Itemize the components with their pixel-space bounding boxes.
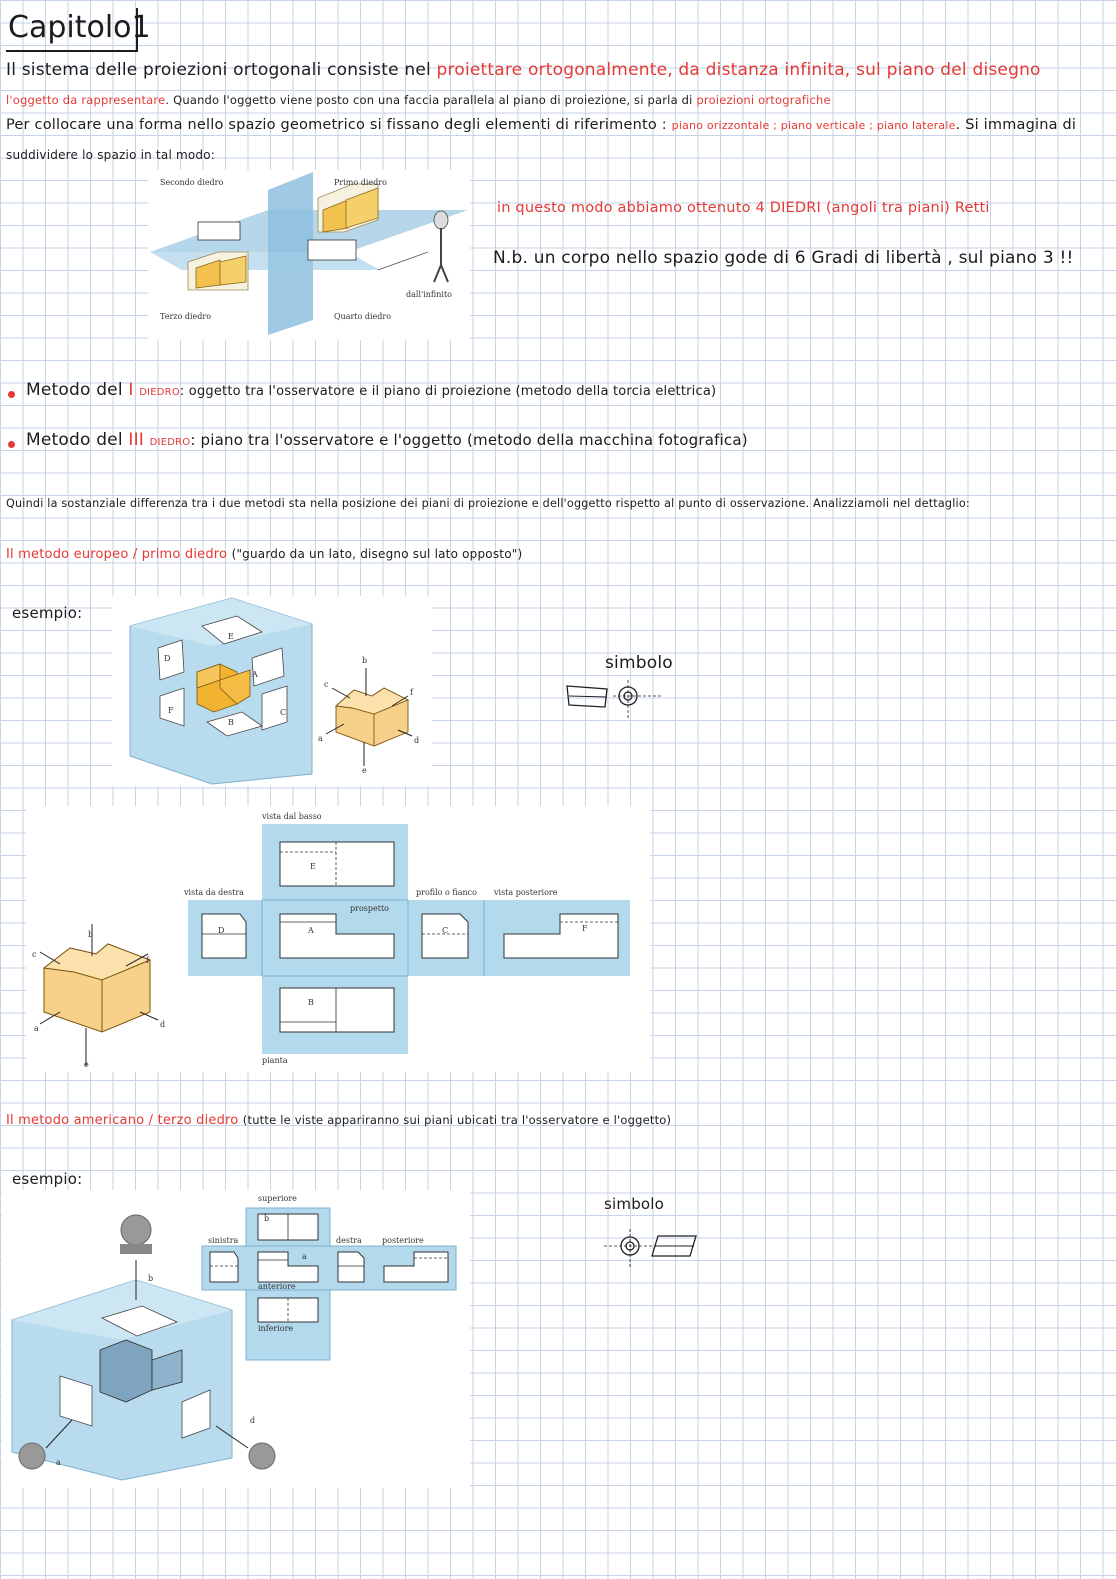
am-cube-letter-d: d	[250, 1416, 256, 1425]
view-label-back: vista posteriore	[494, 888, 558, 897]
european-views-figure	[26, 806, 650, 1072]
am-view-label-right: destra	[336, 1236, 362, 1245]
method-1-prefix: Metodo del	[26, 380, 123, 400]
method-3-tag: DIEDRO	[149, 437, 191, 448]
cube-label-e: E	[228, 632, 234, 641]
piece-label-a: a	[318, 734, 323, 743]
view-letter-e: E	[310, 862, 316, 871]
method-3-numeral: III	[128, 430, 145, 450]
piece-label-d: d	[414, 736, 420, 745]
european-symbol-label: simbolo	[605, 653, 673, 673]
label-terzo-diedro: Terzo diedro	[160, 312, 212, 321]
piece2-label-b: b	[88, 930, 94, 939]
piece2-label-f: f	[146, 956, 149, 965]
label-primo-diedro: Primo diedro	[334, 178, 387, 187]
intro-line-1-red: proiettare ortogonalmente, da distanza infinita, sul piano del disegno	[436, 60, 1041, 80]
piece-label-b: b	[362, 656, 368, 665]
note-gradi-liberta: N.b. un corpo nello spazio gode di 6 Gradi di libertà , sul piano 3 !!	[493, 248, 1074, 268]
american-heading	[6, 1113, 671, 1128]
intro-line-1	[6, 60, 1041, 80]
intro-line-3-black-end: . Si immagina di	[955, 117, 1077, 133]
method-1-numeral: I	[128, 380, 134, 400]
intro-line-2-black: . Quando l'oggetto viene posto con una faccia parallela al piano di proiezione, si parla di	[165, 93, 693, 107]
american-diagram	[2, 1190, 470, 1488]
bullet-dot	[8, 441, 15, 448]
am-cube-letter-a: a	[56, 1458, 61, 1467]
view-label-side: profilo o fianco	[416, 888, 477, 897]
american-heading-red: Il metodo americano / terzo diedro	[6, 1113, 239, 1128]
european-heading	[6, 547, 522, 562]
intro-line-2-red-end: proiezioni ortografiche	[696, 93, 831, 107]
view-label-front: prospetto	[350, 904, 389, 913]
cube-label-f: F	[168, 706, 174, 715]
third-angle-symbol-icon	[600, 1226, 700, 1270]
piece2-label-d: d	[160, 1020, 166, 1029]
cube-label-b: B	[228, 718, 234, 727]
label-secondo-diedro: Secondo diedro	[160, 178, 224, 187]
piece2-label-e: e	[84, 1060, 89, 1069]
intro-line-3-black: Per collocare una forma nello spazio geometrico si fissano degli elementi di riferimento :	[6, 117, 667, 133]
am-view-label-front: anteriore	[258, 1282, 296, 1291]
american-symbol-label: simbolo	[604, 1195, 665, 1213]
american-figure	[2, 1190, 470, 1488]
piece-label-e: e	[362, 766, 367, 775]
piece-label-f: f	[410, 688, 413, 697]
method-third-diedro	[26, 430, 748, 450]
label-dall-infinito: dall'infinito	[406, 290, 452, 299]
note-diedri: in questo modo abbiamo ottenuto 4 DIEDRI (angoli tra piani) Retti	[497, 200, 990, 216]
view-letter-d: D	[218, 926, 225, 935]
view-letter-f: F	[582, 924, 588, 933]
piece2-label-a: a	[34, 1024, 39, 1033]
am-view-label-back: posteriore	[382, 1236, 424, 1245]
piece2-label-c: c	[32, 950, 37, 959]
summary-text: Quindi la sostanziale differenza tra i due metodi sta nella posizione dei piani di proiezione e dell'oggetto rispetto al punto di osservazione. Analizziamoli nel dettaglio:	[6, 497, 970, 510]
am-view-letter-b: b	[264, 1214, 270, 1223]
bullet-dot	[8, 391, 15, 398]
am-view-label-left: sinistra	[208, 1236, 239, 1245]
european-cube-figure	[112, 596, 432, 786]
method-first-diedro	[26, 380, 716, 400]
am-view-letter-a: a	[302, 1252, 307, 1261]
cube-label-d: D	[164, 654, 171, 663]
american-example-label: esempio:	[12, 1170, 83, 1188]
cube-label-c: C	[280, 708, 287, 717]
am-cube-letter-b: b	[148, 1274, 154, 1283]
label-quarto-diedro: Quarto diedro	[334, 312, 392, 321]
view-label-plan: pianta	[262, 1056, 288, 1065]
intro-line-4: suddividere lo spazio in tal modo:	[6, 148, 216, 162]
am-view-label-top: superiore	[258, 1194, 297, 1203]
piece-label-c: c	[324, 680, 329, 689]
view-letter-a: A	[308, 926, 314, 935]
method-1-tag: DIEDRO	[139, 387, 180, 398]
view-label-right: vista da destra	[184, 888, 244, 897]
cube-label-a: A	[252, 670, 258, 679]
method-3-prefix: Metodo del	[26, 430, 123, 450]
chapter-title-box	[6, 8, 151, 52]
view-label-bottom: vista dal basso	[262, 812, 322, 821]
view-letter-c: C	[442, 926, 449, 935]
am-view-label-bottom: inferiore	[258, 1324, 294, 1333]
american-heading-note: (tutte le viste appariranno sui piani ubicati tra l'osservatore e l'oggetto)	[242, 1113, 672, 1127]
dihedral-figure	[148, 170, 470, 340]
intro-line-3	[6, 117, 1076, 133]
intro-line-1-black: Il sistema delle proiezioni ortogonali consiste nel	[6, 60, 431, 80]
intro-line-2	[6, 93, 831, 107]
view-letter-b: B	[308, 998, 314, 1007]
european-views-diagram	[26, 806, 650, 1072]
intro-line-3-red: piano orizzontale ; piano verticale ; piano laterale	[671, 119, 956, 132]
method-1-text: : oggetto tra l'osservatore e il piano di proiezione (metodo della torcia elettrica)	[179, 384, 717, 399]
method-3-text: : piano tra l'osservatore e l'oggetto (metodo della macchina fotografica)	[190, 431, 748, 449]
european-heading-red: Il metodo europeo / primo diedro	[6, 547, 228, 562]
european-cube-diagram	[112, 596, 432, 786]
european-heading-note: ("guardo da un lato, disegno sul lato opposto")	[231, 547, 523, 561]
first-angle-symbol-icon	[565, 678, 665, 724]
intro-line-2-red: l'oggetto da rappresentare	[6, 93, 166, 107]
european-example-label: esempio:	[12, 604, 83, 622]
chapter-title: Capitolo1	[8, 10, 151, 45]
